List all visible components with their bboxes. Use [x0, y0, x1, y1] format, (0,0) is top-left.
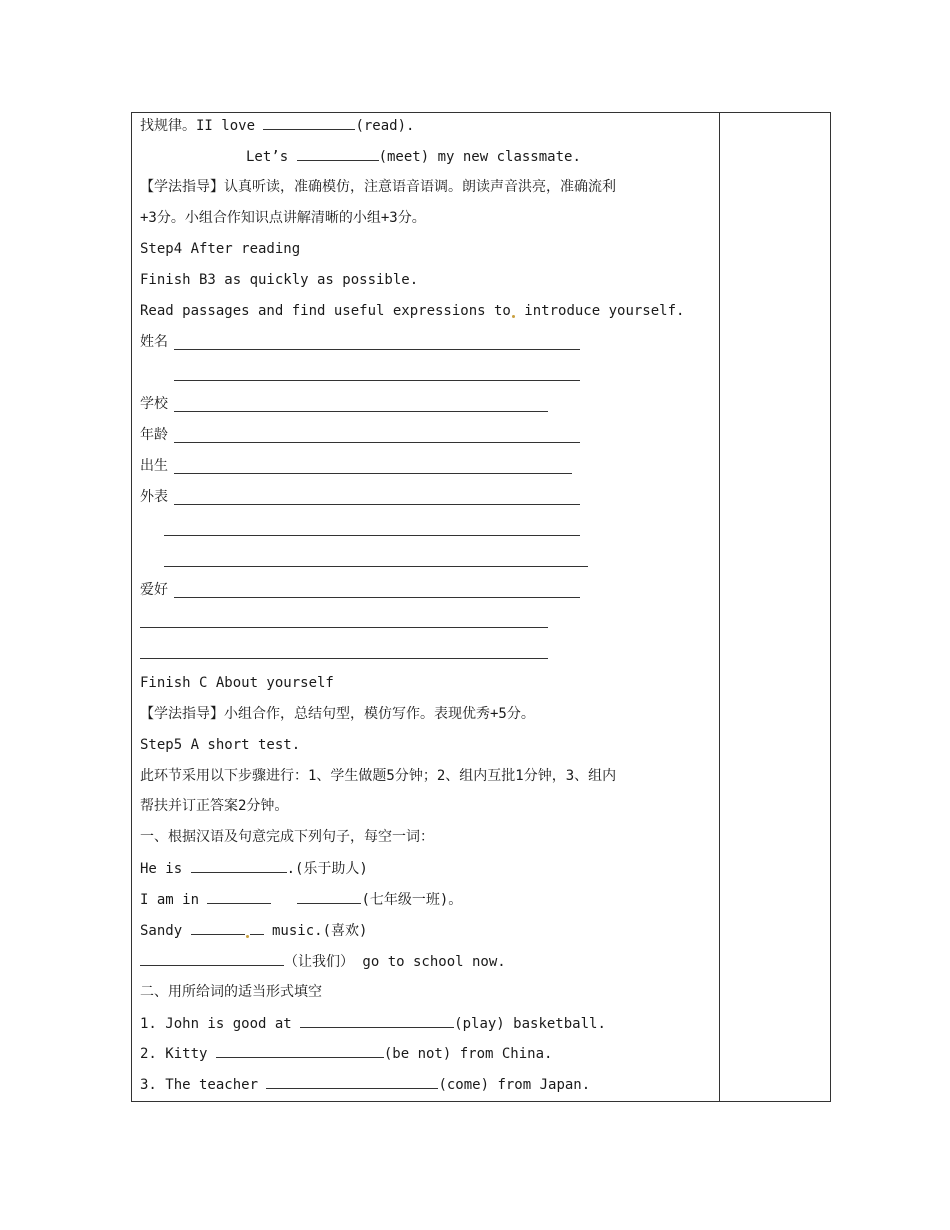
appearance-blank[interactable]	[174, 504, 580, 505]
finish-b3: Finish B3 as quickly as possible.	[140, 272, 419, 288]
read-passages: Read passages and find useful expressions to introduce yourself.	[140, 303, 685, 319]
question-1: He is .(乐于助人)	[140, 858, 368, 879]
hobby-blank-3[interactable]	[140, 658, 548, 659]
pattern-line-2: Let’s (meet) my new classmate.	[246, 146, 581, 167]
fill-3: 3. The teacher (come) from Japan.	[140, 1074, 590, 1095]
mark-dot	[512, 315, 515, 318]
lesson-table	[131, 112, 831, 1102]
name-blank[interactable]	[174, 349, 580, 350]
school-label: 学校	[140, 396, 168, 412]
birth-label: 出生	[140, 458, 168, 474]
appearance-label: 外表	[140, 489, 168, 505]
appearance-blank-2[interactable]	[164, 535, 580, 536]
column-divider	[719, 113, 720, 1101]
step4-heading: Step4 After reading	[140, 241, 301, 257]
blank[interactable]	[207, 889, 271, 904]
blank[interactable]	[191, 920, 245, 935]
name-label: 姓名	[140, 334, 168, 350]
blank[interactable]	[300, 1013, 454, 1028]
blank[interactable]	[216, 1043, 384, 1058]
question-4: （让我们） go to school now.	[140, 951, 506, 972]
finish-c: Finish C About yourself	[140, 675, 334, 691]
section-1-heading: 一、根据汉语及句意完成下列句子，每空一词：	[140, 829, 434, 845]
question-2: I am in (七年级一班)。	[140, 889, 462, 910]
blank[interactable]	[263, 115, 355, 130]
hobby-blank-2[interactable]	[140, 627, 548, 628]
step5-heading: Step5 A short test.	[140, 737, 301, 753]
question-3: Sandy music.(喜欢)	[140, 920, 367, 941]
school-blank[interactable]	[174, 411, 548, 412]
blank[interactable]	[250, 920, 264, 935]
blank[interactable]	[297, 146, 379, 161]
study-guide-2: 【学法指导】小组合作，总结句型，模仿写作。表现优秀+5分。	[140, 706, 535, 722]
procedure-text: 此环节采用以下步骤进行：1、学生做题5分钟；2、组内互批1分钟，3、组内	[140, 768, 617, 784]
blank[interactable]	[191, 858, 287, 873]
mark-dot	[246, 935, 249, 938]
pattern-line: 找规律。II love (read).	[140, 115, 414, 136]
blank[interactable]	[140, 951, 284, 966]
age-blank[interactable]	[174, 442, 580, 443]
section-2-heading: 二、用所给词的适当形式填空	[140, 984, 322, 1000]
age-label: 年龄	[140, 427, 168, 443]
procedure-text-cont: 帮扶并订正答案2分钟。	[140, 798, 289, 814]
appearance-blank-3[interactable]	[164, 566, 588, 567]
name-blank-2[interactable]	[174, 380, 580, 381]
study-guide-1-cont: +3分。小组合作知识点讲解清晰的小组+3分。	[140, 210, 426, 226]
hobby-blank[interactable]	[174, 597, 580, 598]
hobby-label: 爱好	[140, 582, 168, 598]
blank[interactable]	[266, 1074, 438, 1089]
fill-2: 2. Kitty (be not) from China.	[140, 1043, 552, 1064]
blank[interactable]	[297, 889, 361, 904]
fill-1: 1. John is good at (play) basketball.	[140, 1013, 606, 1034]
birth-blank[interactable]	[174, 473, 572, 474]
study-guide-1: 【学法指导】认真听读，准确模仿，注意语音语调。朗读声音洪亮，准确流利	[140, 179, 616, 195]
